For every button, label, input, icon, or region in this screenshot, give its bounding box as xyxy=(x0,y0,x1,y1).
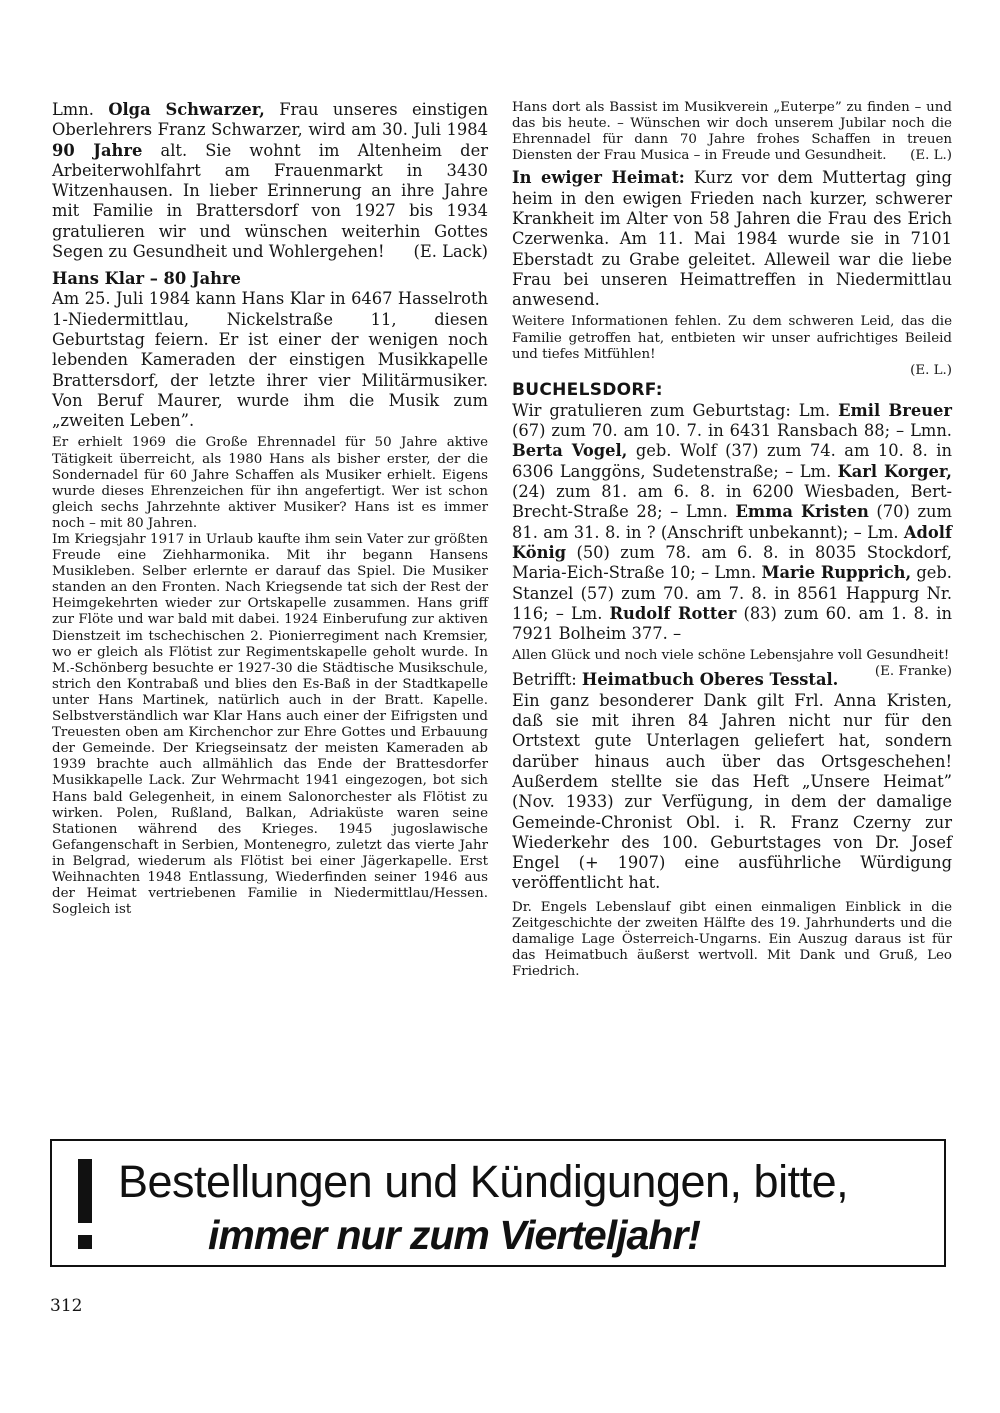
article-text: (24) zum 81. am 6. 8. in 6200 Wiesbaden, Bert-Brecht-Straße 28; – Lmn. xyxy=(512,482,952,522)
right-column xyxy=(512,100,952,980)
signature-row xyxy=(512,363,952,379)
article-text: Wir gratulieren zum Geburtstag: Lm. xyxy=(512,400,831,420)
article-heimatbuch: Ein ganz besonderer Dank gilt Frl. Anna Kristen, daß sie mit ihren 84 Jahren nicht nur für den Ortstext gute Unterlagen geliefert hat, sondern darüber hinaus auch über das Ortsgeschehen! Außerdem stellte sie das Heft „Unsere Heimat” (Nov. 1933) zur Verfügung, in dem der damalige Gemeinde-Chronist Obl. i. R. Franz Czerny zur Wiederkehr des 100. Geburtstages von Dr. Josef Engel (+ 1907) eine ausführliche Würdigung veröffentlicht hat. xyxy=(512,690,952,893)
article-klar-intro: Am 25. Juli 1984 kann Hans Klar in 6467 Hasselroth 1-Niedermittlau, Nickelstraße 11, diesen Geburtstag feiern. Er ist einer der wenigen noch lebenden Kameraden der einstigen Musikkapelle Brattersdorf, der letzte ihrer vier Militärmusiker. Von Beruf Maurer, wurde ihm die Musik zum „zweiten Leben”. xyxy=(52,289,488,431)
person-name: Karl Korger, xyxy=(837,461,952,481)
exclamation-dot xyxy=(78,1235,92,1249)
heading-heimatbuch: Heimatbuch Oberes Tesstal. xyxy=(581,670,839,690)
ewige-heimat-note: Weitere Informationen fehlen. Zu dem schweren Leid, das die Familie getroffen hat, entbieten wir unser aufrichtiges Beileid und tiefes Mitfühlen! xyxy=(512,314,952,362)
article-klar-para2: Im Kriegsjahr 1917 in Urlaub kaufte ihm sein Vater zur größten Freude eine Ziehharmonika. Mit ihr begann Hansens Musikleben. Selber erlernte er darauf das Spiel. Die Musiker standen an den Fronten. Nach Kriegsende tat sich der Rest der Heimgekehrten wieder zur Ortskapelle zusammen. Hans griff zur Flöte und war bald mit dabei. 1924 Einberufung zur aktiven Dienstzeit im tschechischen 2. Pionierregiment nach Kremsier, wo er gleich als Flötist zur Regimentskapelle geholt wurde. In M.-Schönberg besuchte er 1927-30 die Städtische Musikschule, strich den Kontrabaß und blies den Es-Baß in der Stadtkapelle unter Hans Martinek, natürlich auch in der Bratt. Kapelle. Selbstverständlich war Klar Hans auch einer der Eifrigsten und Treuesten oben am Kirchenchor zur Ehre Gottes und Erbauung der Gemeinde. Der Kriegseinsatz der meisten Kameraden ab 1939 brachte auch allmählich das Ende der Brattesdorfer Musikkapelle Lack. Zur Wehrmacht 1941 eingezogen, bot sich Hans bald Gelegenheit, in einem Salonorchester als Flötist zu wirken. Polen, Rußland, Balkan, Adriaküste waren seine Stationen während des Krieges. 1945 jugoslawische Gefangenschaft in Serbien, Montenegro, zuletzt das vierte Jahr in Belgrad, wiederum als Flötist bei einer Jägerkapelle. Erst Weihnachten 1948 Entlassung, Wiederfinden seiner 1946 aus der Heimat vertriebenen Familie in Niedermittlau/Hessen. Sogleich ist xyxy=(52,532,488,918)
notice-line-2: immer nur zum Vierteljahr! xyxy=(208,1212,700,1258)
person-name: Rudolf Rotter xyxy=(609,603,737,623)
article-text: (83) zum 60. am 1. 8. in 7921 Bolheim 377. – xyxy=(512,603,952,644)
article-schwarzer xyxy=(52,100,488,262)
heading-ewige-heimat: In ewiger Heimat: xyxy=(512,168,685,188)
article-text: geb. Stanzel (57) zum 70. am 7. 8. in 8561 Happurg Nr. 116; – Lm. xyxy=(512,563,952,623)
signature: (E. L.) xyxy=(910,362,952,378)
article-text: Frau unseres einstigen Oberlehrers Franz Schwarzer, wird am 30. Juli 1984 xyxy=(52,100,488,140)
subscription-notice-box xyxy=(50,1139,946,1267)
article-text: Allen Glück und noch viele schöne Lebensjahre voll Gesundheit! xyxy=(512,648,950,664)
person-name: Adolf König xyxy=(512,522,952,562)
article-text: (70) zum 81. am 31. 8. in ? (Anschrift unbekannt); – Lm. xyxy=(512,502,952,542)
heading-hans-klar: Hans Klar – 80 Jahre xyxy=(52,269,241,289)
article-buchelsdorf xyxy=(512,401,952,645)
article-text: geb. Wolf (37) zum 74. am 10. 8. in 6306 Langgöns, Sudetenstraße; – Lm. xyxy=(512,441,952,481)
label-betrifft: Betrifft: xyxy=(512,670,577,690)
person-name: Olga Schwarzer, xyxy=(108,100,265,119)
page-number: 312 xyxy=(50,1296,83,1316)
article-text: (50) zum 78. am 6. 8. in 8035 Stockdorf, Maria-Eich-Straße 10; – Lmn. xyxy=(512,542,952,583)
article-klar-continued xyxy=(512,100,952,164)
signature: (E. Lack) xyxy=(413,242,488,262)
article-text: Kurz vor dem Muttertag ging heim in den ewigen Frieden nach kurzer, schwerer Krankheit im Alter von 58 Jahren die Frau des Erich Czerwenka. Am 11. Mai 1984 wurde sie in 7101 Eberstadt zu Grabe geleitet. Alleweil war die liebe Frau bei unseren Heimattreffen in Niedermittlau anwesend. xyxy=(512,168,952,310)
age-highlight: 90 Jahre xyxy=(52,140,143,160)
signature: (E. L.) xyxy=(910,148,952,164)
notice-line-1: Bestellungen und Kündigungen, bitte, xyxy=(118,1156,849,1207)
heimatbuch-note: Dr. Engels Lebenslauf gibt einen einmaligen Einblick in die Zeitgeschichte der zweiten Hälfte des 19. Jahrhunderts und die damalige Lage Österreich-Ungarns. Ein Auszug daraus ist für das Heimatbuch äußerst wertvoll. Mit Dank und Gruß, Leo Friedrich. xyxy=(512,899,952,980)
person-name: Emma Kristen xyxy=(735,502,869,522)
article-klar-para1: Er erhielt 1969 die Große Ehrennadel für 50 Jahre aktive Tätigkeit überreicht, als 1980 Hans als bisher erster, der die Sondernadel für 60 Jahre Schaffen als Musiker erhielt. Eigens wurde dieses Ehrenzeichen für ihn angefertigt. Wer ist schon gleich sechs Jahrzehnte aktiver Musiker? Hans ist es immer noch – mit 80 Jahren. xyxy=(52,435,488,531)
person-name: Berta Vogel, xyxy=(512,441,628,461)
article-text: alt. Sie wohnt im Altenheim der Arbeiterwohlfahrt am Frauenmarkt in 3430 Witzenhausen. In lieber Erinnerung an ihre Jahre mit Familie in Brattersdorf von 1927 bis 1934 gratulieren wir und wünschen weiterhin Gottes Segen zu Gesundheit und Wohlergehen! xyxy=(52,140,488,262)
exclamation-icon xyxy=(78,1159,92,1251)
prefix: Lmn. xyxy=(52,100,94,119)
article-ewige-heimat xyxy=(512,168,952,310)
left-column xyxy=(52,100,488,918)
heading-buchelsdorf: BUCHELSDORF: xyxy=(512,379,663,400)
person-name: Emil Breuer xyxy=(838,400,952,420)
exclamation-bar xyxy=(78,1159,92,1223)
signature: (E. Franke) xyxy=(874,664,952,680)
person-name: Marie Rupprich, xyxy=(761,563,912,583)
article-text: (67) zum 70. am 10. 7. in 6431 Ransbach 88; – Lmn. xyxy=(512,421,952,441)
article-text: Hans dort als Bassist im Musikverein „Euterpe” zu finden – und das bis heute. – Wünschen wir doch unserem Jubilar noch die Ehrennadel für dann 70 Jahre frohes Schaffen in treuen Diensten der Frau Musica – in Freude und Gesundheit. xyxy=(512,100,952,164)
